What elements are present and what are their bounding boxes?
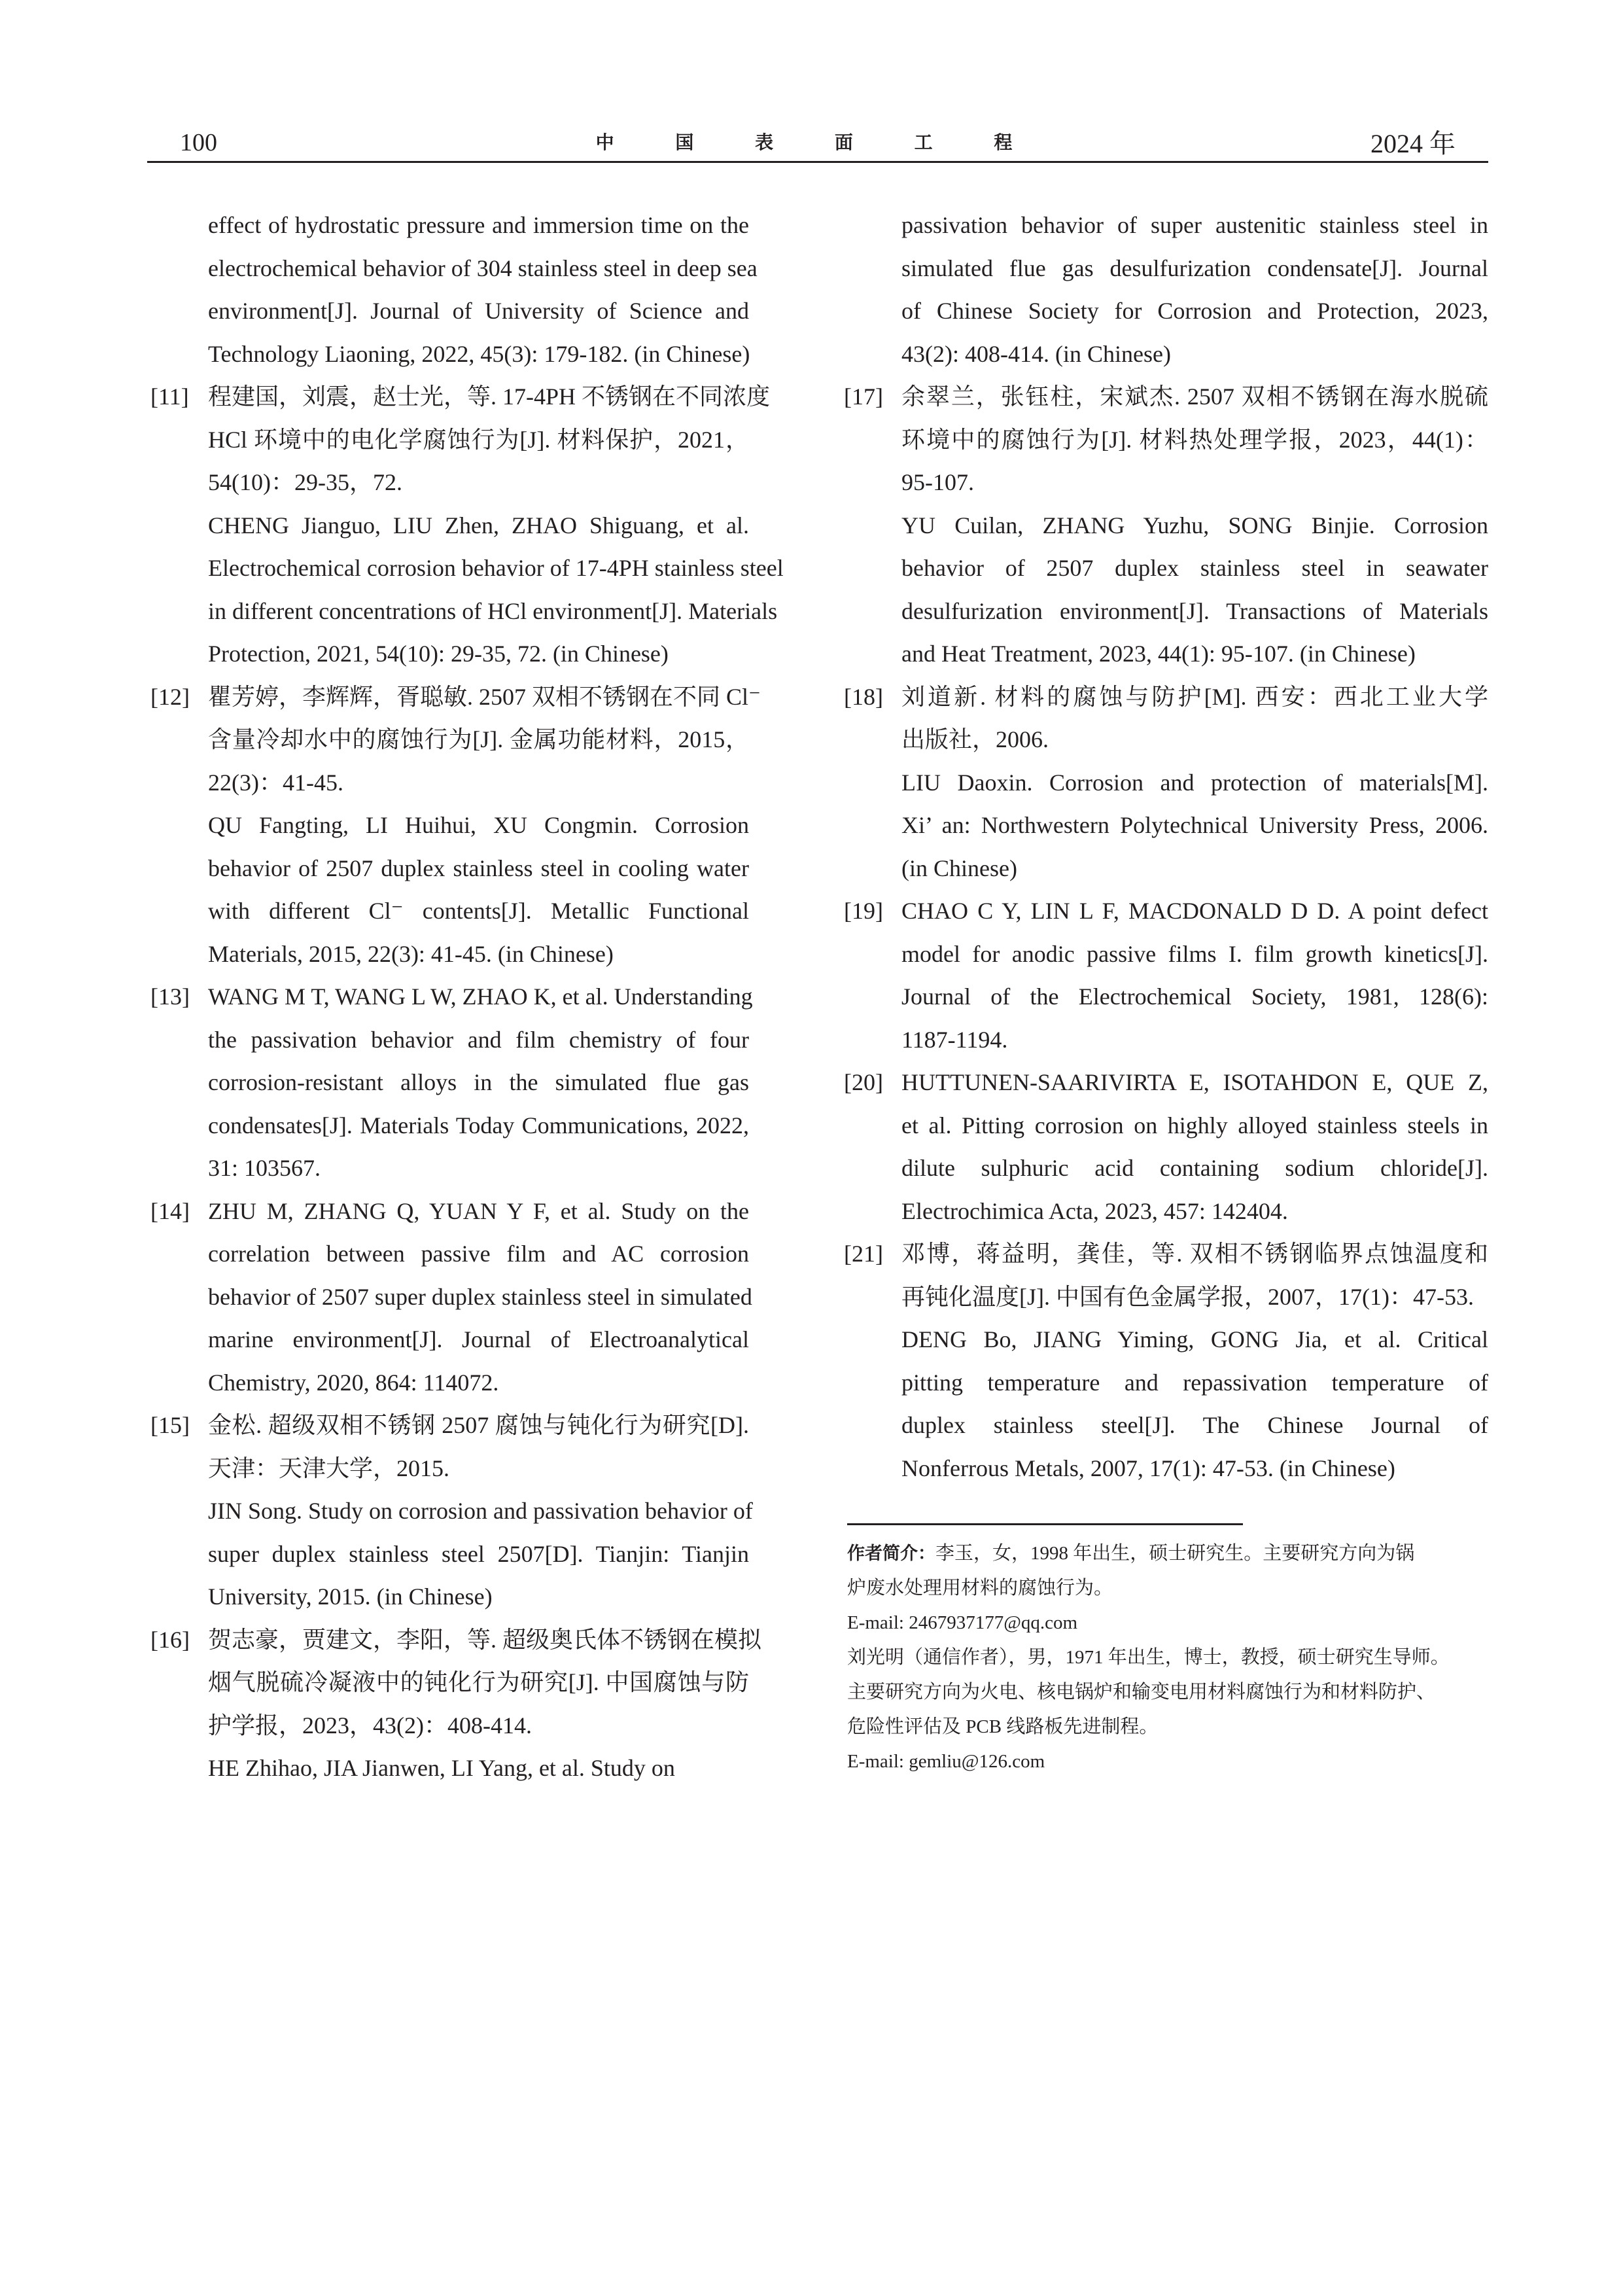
ref-line: with different Cl⁻ contents[J]. Metallic Functional [208, 898, 749, 924]
ref-line: in different concentrations of HCl environment[J]. Materials [208, 597, 778, 624]
ref-line: simulated flue gas desulfurization condensate[J]. Journal [901, 255, 1488, 281]
reference-primary-text [208, 1619, 762, 1748]
ref-line: DENG Bo, JIANG Yiming, GONG Jia, et al. Critical [901, 1326, 1488, 1352]
reference-number: [20] [844, 1069, 883, 1095]
footnote-rule [847, 1523, 1243, 1525]
ref-line: Electrochimica Acta, 2023, 457: 142404. [901, 1197, 1288, 1224]
ref-line: YU Cuilan, ZHANG Yuzhu, SONG Binjie. Corrosion [901, 512, 1488, 539]
ref-line: 43(2): 408-414. (in Chinese) [901, 340, 1171, 367]
ref-line: 烟气脱硫冷凝液中的钝化行为研究[J]. 中国腐蚀与防 [208, 1669, 749, 1695]
author-note-label: 作者简介： [847, 1544, 935, 1564]
ref-line: Nonferrous Metals, 2007, 17(1): 47-53. (in Chinese) [901, 1455, 1395, 1481]
reference-item [844, 1061, 1488, 1233]
reference-body [208, 376, 784, 676]
ref-line: the passivation behavior and film chemistry of four [208, 1026, 749, 1053]
reference-number: [21] [844, 1241, 883, 1267]
reference-item [150, 1190, 752, 1405]
ref-line: Chemistry, 2020, 864: 114072. [208, 1369, 499, 1396]
author-note [847, 1536, 1492, 1779]
reference-item [150, 1404, 753, 1619]
reference-primary-text [901, 676, 1488, 762]
reference-primary-text [901, 376, 1488, 504]
ref-line: behavior of 2507 duplex stainless steel in seawater [901, 555, 1488, 581]
ref-line: 54(10)：29-35，72. [208, 469, 402, 495]
ref-line: 余翠兰，张钰柱，宋斌杰. 2507 双相不锈钢在海水脱硫 [901, 383, 1488, 410]
page-number: 100 [180, 129, 217, 156]
ref-line: of Chinese Society for Corrosion and Protection, 2023, [901, 298, 1488, 324]
ref-line: corrosion-resistant alloys in the simulated flue gas [208, 1069, 749, 1095]
reference-number: [16] [150, 1626, 190, 1653]
ref-line: HCl 环境中的电化学腐蚀行为[J]. 材料保护，2021， [208, 426, 749, 453]
ref-line: behavior of 2507 duplex stainless steel in cooling water [208, 855, 749, 881]
reference-body [208, 976, 753, 1190]
reference-item [150, 1619, 762, 1790]
reference-primary-text [901, 1233, 1488, 1318]
reference-primary-text [901, 890, 1488, 1061]
ref-line: 含量冷却水中的腐蚀行为[J]. 金属功能材料，2015， [208, 726, 749, 752]
ref-line: pitting temperature and repassivation temperature of [901, 1369, 1488, 1396]
reference-continuation [150, 204, 758, 376]
reference-body [901, 1233, 1488, 1490]
ref-line: 95-107. [901, 469, 974, 495]
ref-line: model for anodic passive films I. film growth kinetics[J]. [901, 940, 1488, 967]
ref-line: 金松. 超级双相不锈钢 2507 腐蚀与钝化行为研究[D]. [208, 1412, 749, 1438]
reference-number: [14] [150, 1197, 190, 1224]
reference-item [844, 1233, 1488, 1490]
author-line: 炉废水处理用材料的腐蚀行为。 [847, 1578, 1113, 1598]
ref-line: CHENG Jianguo, LIU Zhen, ZHAO Shiguang, et al. [208, 512, 749, 539]
reference-number: [19] [844, 898, 883, 924]
author-email: E-mail: gemliu@126.com [847, 1751, 1045, 1772]
reference-primary-text [208, 1404, 749, 1490]
ref-line: Xi’ an: Northwestern Polytechnical University Press, 2006. [901, 812, 1488, 838]
ref-line: Technology Liaoning, 2022, 45(3): 179-182. (in Chinese) [208, 340, 750, 367]
ref-line: 护学报，2023，43(2)：408-414. [208, 1712, 532, 1739]
reference-number: [17] [844, 383, 883, 410]
ref-line: 邓博，蒋益明，龚佳，等. 双相不锈钢临界点蚀温度和 [901, 1241, 1488, 1267]
ref-line: 1187-1194. [901, 1026, 1008, 1053]
ref-line: 出版社，2006. [901, 726, 1049, 752]
ref-line: 环境中的腐蚀行为[J]. 材料热处理学报，2023，44(1)： [901, 426, 1488, 453]
reference-english-translation [208, 1490, 753, 1619]
left-column [150, 204, 784, 1790]
ref-line: (in Chinese) [901, 855, 1017, 881]
reference-body [901, 376, 1488, 676]
reference-body [901, 676, 1488, 891]
ref-line: CHAO C Y, LIN L F, MACDONALD D D. A point defect [901, 898, 1488, 924]
reference-english-translation [901, 504, 1488, 676]
ref-line: HE Zhihao, JIA Jianwen, LI Yang, et al. Study on [208, 1755, 675, 1781]
reference-item [844, 890, 1488, 1061]
continuation-body [208, 204, 758, 376]
reference-english-translation [901, 762, 1488, 891]
ref-line: University, 2015. (in Chinese) [208, 1583, 493, 1610]
ref-line: LIU Daoxin. Corrosion and protection of materials[M]. [901, 769, 1488, 796]
reference-number: [13] [150, 983, 190, 1010]
reference-body [208, 1404, 753, 1619]
ref-line: Protection, 2021, 54(10): 29-35, 72. (in Chinese) [208, 641, 669, 667]
reference-body [208, 1619, 762, 1790]
author-line [847, 1536, 1492, 1571]
reference-primary-text [208, 376, 771, 504]
author-line: 危险性评估及 PCB 线路板先进制程。 [847, 1716, 1159, 1737]
ref-line: Electrochemical corrosion behavior of 17-4PH stainless steel [208, 555, 784, 581]
ref-line: et al. Pitting corrosion on highly alloyed stainless steels in [901, 1112, 1488, 1139]
reference-continuation [844, 204, 1488, 376]
reference-list-right [844, 376, 1488, 1490]
ref-line: 31: 103567. [208, 1155, 321, 1181]
reference-english-translation [208, 1747, 749, 1790]
ref-line: Materials, 2015, 22(3): 41-45. (in Chinese) [208, 940, 614, 967]
ref-line: 天津：天津大学，2015. [208, 1455, 450, 1481]
reference-number: [11] [150, 383, 189, 410]
reference-number: [15] [150, 1412, 190, 1438]
ref-line: electrochemical behavior of 304 stainless steel in deep sea [208, 255, 758, 281]
ref-line: WANG M T, WANG L W, ZHAO K, et al. Understanding [208, 983, 753, 1010]
ref-line: ZHU M, ZHANG Q, YUAN Y F, et al. Study on the [208, 1197, 749, 1224]
reference-body [901, 890, 1488, 1061]
ref-line: 再钝化温度[J]. 中国有色金属学报，2007，17(1)：47-53. [901, 1283, 1474, 1310]
ref-line: 程建国，刘震，赵士光，等. 17-4PH 不锈钢在不同浓度 [208, 383, 771, 410]
reference-english-translation [901, 1318, 1488, 1490]
reference-english-translation [208, 504, 784, 676]
continuation-body [901, 204, 1488, 376]
issue-year: 2024 年 [1370, 129, 1456, 158]
ref-line: behavior of 2507 super duplex stainless steel in simulated [208, 1283, 752, 1310]
reference-primary-text [208, 1190, 752, 1405]
ref-line: JIN Song. Study on corrosion and passivation behavior of [208, 1498, 753, 1524]
reference-primary-text [208, 976, 753, 1190]
ref-line: QU Fangting, LI Huihui, XU Congmin. Corrosion [208, 812, 749, 838]
author-line: 主要研究方向为火电、核电锅炉和输变电用材料腐蚀行为和材料防护、 [847, 1682, 1436, 1703]
page-header [147, 116, 1488, 162]
reference-english-translation [208, 804, 749, 976]
reference-item [150, 676, 761, 976]
right-column [844, 204, 1488, 1490]
ref-line: super duplex stainless steel 2507[D]. Tianjin: Tianjin [208, 1540, 749, 1567]
reference-body [901, 1061, 1488, 1233]
reference-item [150, 976, 753, 1190]
ref-line: passivation behavior of super austenitic stainless steel in [901, 212, 1488, 238]
ref-line: HUTTUNEN-SAARIVIRTA E, ISOTAHDON E, QUE Z, [901, 1069, 1488, 1095]
ref-line: desulfurization environment[J]. Transactions of Materials [901, 597, 1488, 624]
reference-body [208, 1190, 752, 1405]
ref-line: 刘道新. 材料的腐蚀与防护[M]. 西安：西北工业大学 [901, 683, 1488, 710]
ref-line: dilute sulphuric acid containing sodium chloride[J]. [901, 1155, 1488, 1181]
ref-line: Journal of the Electrochemical Society, 1981, 128(6): [901, 983, 1488, 1010]
ref-line: effect of hydrostatic pressure and immersion time on the [208, 212, 749, 238]
header-rule [147, 161, 1488, 163]
ref-line: condensates[J]. Materials Today Communications, 2022, [208, 1112, 749, 1139]
author-line-text: 李玉，女，1998 年出生，硕士研究生。主要研究方向为锅 [935, 1543, 1415, 1564]
ref-line: and Heat Treatment, 2023, 44(1): 95-107. (in Chinese) [901, 641, 1416, 667]
ref-line: marine environment[J]. Journal of Electroanalytical [208, 1326, 749, 1352]
reference-list-left [150, 376, 784, 1790]
ref-line: 瞿芳婷，李辉辉，胥聪敏. 2507 双相不锈钢在不同 Cl⁻ [208, 683, 761, 710]
ref-line: duplex stainless steel[J]. The Chinese Journal of [901, 1412, 1488, 1438]
reference-item [150, 376, 784, 676]
reference-number: [18] [844, 683, 883, 710]
ref-line: 贺志豪，贾建文，李阳，等. 超级奥氏体不锈钢在模拟 [208, 1626, 762, 1653]
reference-item [844, 376, 1488, 676]
journal-title: 中 国 表 面 工 程 [595, 132, 1040, 153]
author-line: 刘光明（通信作者），男，1971 年出生，博士，教授，硕士研究生导师。 [847, 1647, 1450, 1668]
ref-line: 22(3)：41-45. [208, 769, 343, 796]
reference-number: [12] [150, 683, 190, 710]
ref-line: correlation between passive film and AC corrosion [208, 1241, 749, 1267]
author-email: E-mail: 2467937177@qq.com [847, 1612, 1078, 1633]
reference-primary-text [208, 676, 761, 805]
reference-body [208, 676, 761, 976]
reference-item [844, 676, 1488, 891]
ref-line: environment[J]. Journal of University of Science and [208, 298, 749, 324]
reference-primary-text [901, 1061, 1488, 1233]
